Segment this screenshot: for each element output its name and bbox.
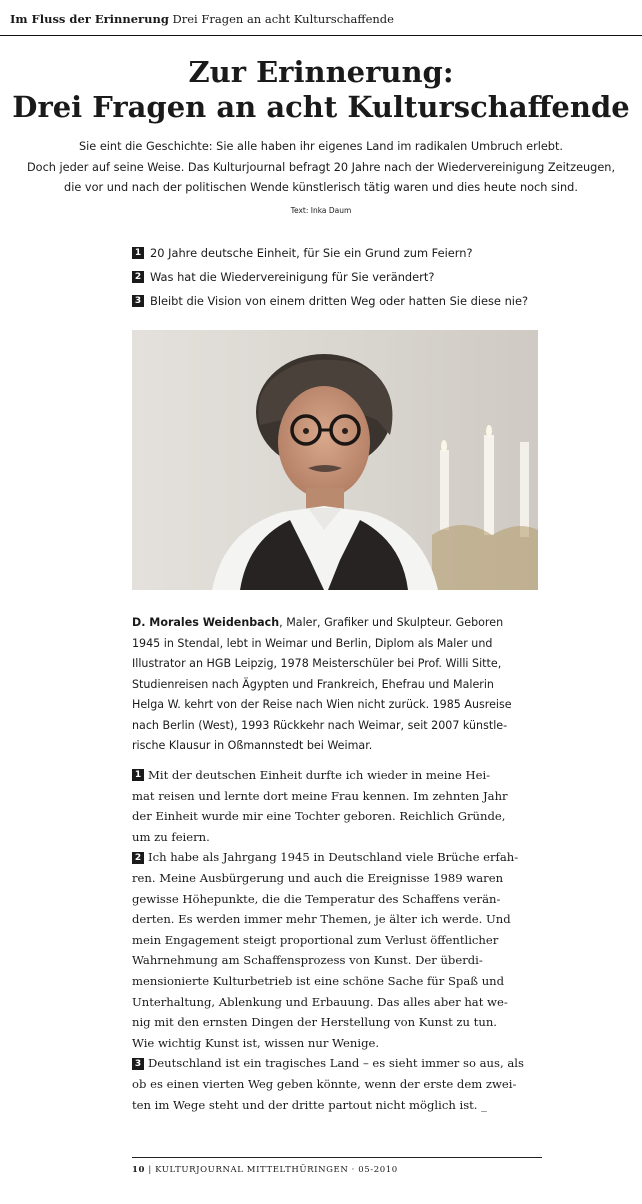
question-text: Was hat die Wiedervereinigung für Sie verändert?: [150, 270, 435, 284]
number-box-icon: 3: [132, 295, 144, 307]
portrait-photo: [132, 330, 538, 590]
publication-name: KULTURJOURNAL MITTELTHÜRINGEN · 05-2010: [155, 1165, 398, 1175]
number-box-icon: 3: [132, 1058, 144, 1070]
number-box-icon: 1: [132, 247, 144, 259]
page-title-line-2: Drei Fragen an acht Kulturschaffende: [12, 90, 630, 124]
lead-paragraph: [0, 137, 642, 199]
bio-line: Helga W. kehrt von der Reise nach Wien nicht zurück. 1985 Ausreise: [132, 698, 512, 711]
artist-name: D. Morales Weidenbach: [132, 616, 280, 629]
question-text: Bleibt die Vision von einem dritten Weg oder hatten Sie diese nie?: [150, 294, 529, 308]
footer-separator: |: [145, 1165, 156, 1175]
page-title-line-1: Zur Erinnerung:: [188, 55, 454, 89]
question-list: [132, 241, 528, 313]
answer-line: derten. Es werden immer mehr Themen, je älter ich werde. Und: [132, 912, 511, 927]
author-credit: Text: Inka Daum: [290, 206, 352, 215]
answer-line: [132, 765, 544, 786]
answer-line: der Einheit wurde mir eine Tochter geboren. Reichlich Gründe,: [132, 809, 506, 824]
answer-line: [132, 1053, 544, 1074]
question-2: [132, 265, 528, 289]
bio-line: rische Klausur in Oßmannstedt bei Weimar.: [132, 739, 373, 752]
answer-text: Mit der deutschen Einheit durfte ich wieder in meine Hei-: [148, 768, 491, 782]
number-box-icon: 2: [132, 271, 144, 283]
lead-line-2: Doch jeder auf seine Weise. Das Kulturjournal befragt 20 Jahre nach der Wiedervereinigung Zeitzeugen,: [26, 160, 616, 174]
bio-line: Illustrator an HGB Leipzig, 1978 Meisterschüler bei Prof. Willi Sitte,: [132, 657, 502, 670]
page-number: 10: [132, 1165, 146, 1175]
artist-bio: [132, 613, 542, 757]
answer-line: Wahrnehmung am Schaffensprozess von Kunst. Der überdi-: [132, 953, 483, 968]
question-1: [132, 241, 528, 265]
number-box-icon: 2: [132, 852, 144, 864]
answer-line: nig mit den ernsten Dingen der Herstellung von Kunst zu tun.: [132, 1015, 497, 1030]
answer-line: Unterhaltung, Ablenkung und Erbauung. Das alles aber hat we-: [132, 994, 508, 1009]
question-3: [132, 289, 528, 313]
answer-1: [132, 765, 544, 847]
answers: [132, 765, 544, 1115]
running-header-section: Im Fluss der Erinnerung: [10, 12, 169, 26]
answer-line: ob es einen vierten Weg geben könnte, wenn der erste dem zwei-: [132, 1076, 517, 1091]
portrait-photo-illustration: [132, 330, 538, 590]
bio-line: nach Berlin (West), 1993 Rückkehr nach Weimar, seit 2007 künstle-: [132, 718, 508, 732]
answer-line: mensionierte Kulturbetrieb ist eine schöne Sache für Spaß und: [132, 973, 505, 988]
answer-line: ren. Meine Ausbürgerung und auch die Ereignisse 1989 waren: [132, 870, 504, 885]
answer-2: [132, 847, 544, 1053]
answer-line: mat reisen und lernte dort meine Frau kennen. Im zehnten Jahr: [132, 788, 508, 803]
answer-line: [132, 847, 544, 868]
answer-text: Ich habe als Jahrgang 1945 in Deutschland viele Brüche erfah-: [148, 850, 519, 865]
question-text: 20 Jahre deutsche Einheit, für Sie ein Grund zum Feiern?: [150, 246, 473, 260]
page-footer: [132, 1165, 398, 1175]
footer-rule: [132, 1157, 542, 1158]
page-title: [0, 55, 642, 125]
running-header-subtitle: Drei Fragen an acht Kulturschaffende: [172, 12, 394, 26]
number-box-icon: 1: [132, 769, 144, 781]
running-header: [10, 12, 632, 26]
answer-line: um zu feiern.: [132, 829, 210, 844]
bio-line: 1945 in Stendal, lebt in Weimar und Berlin, Diplom als Maler und: [132, 636, 493, 650]
lead-line-3: die vor und nach der politischen Wende künstlerisch tätig waren und dies heute noch sind.: [64, 181, 578, 194]
answer-text: Deutschland ist ein tragisches Land – es sieht immer so aus, als: [148, 1056, 524, 1071]
bio-line-rest: , Maler, Grafiker und Skulpteur. Geboren: [279, 616, 504, 629]
answer-line: mein Engagement steigt proportional zum Verlust öffentlicher: [132, 932, 499, 947]
bio-line: Studienreisen nach Ägypten und Frankreich, Ehefrau und Malerin: [132, 677, 494, 691]
lead-line-1: Sie eint die Geschichte: Sie alle haben ihr eigenes Land im radikalen Umbruch erlebt.: [78, 140, 564, 153]
answer-line: gewisse Höhepunkte, die die Temperatur des Schaffens verän-: [132, 891, 501, 906]
header-rule: [0, 35, 642, 36]
answer-3: [132, 1053, 544, 1115]
bio-line: [132, 613, 542, 634]
answer-line: ten im Wege steht und der dritte partout nicht möglich ist. _: [132, 1097, 487, 1112]
answer-line: Wie wichtig Kunst ist, wissen nur Wenige.: [132, 1035, 380, 1050]
